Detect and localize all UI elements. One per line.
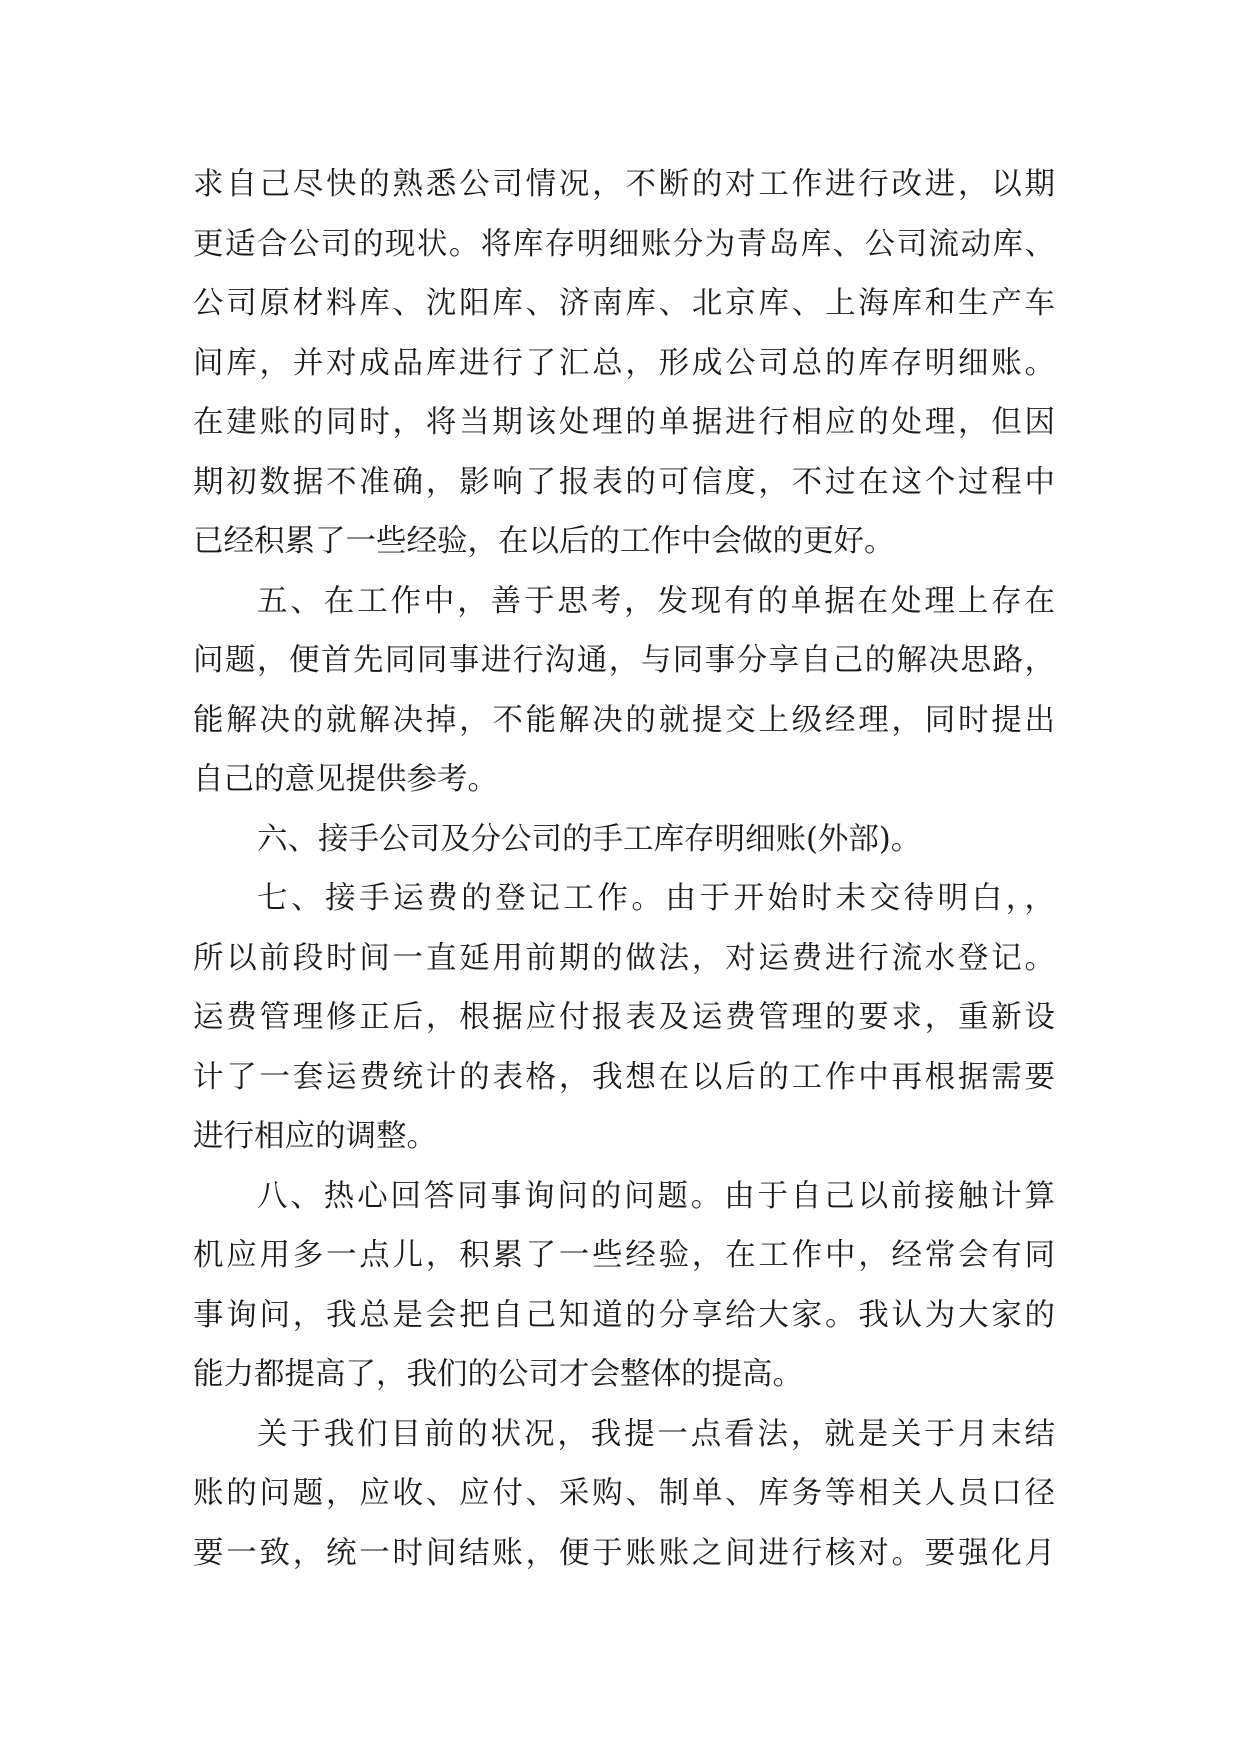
text-line: 计了一套运费统计的表格，我想在以后的工作中再根据需要: [193, 1059, 1055, 1095]
text-line: 运费管理修正后，根据应付报表及运费管理的要求，重新设: [193, 1000, 1055, 1035]
text-line: 求自己尽快的熟悉公司情况，不断的对工作进行改进，以期: [193, 167, 1055, 202]
text-line: 七、接手运费的登记工作。由于开始时未交待明白，，: [257, 881, 1055, 916]
text-line: 五、在工作中，善于思考，发现有的单据在处理上存在: [257, 583, 1055, 619]
text-line: 机应用多一点儿，积累了一些经验，在工作中，经常会有同: [193, 1238, 1055, 1273]
text-line: 进行相应的调整。: [193, 1119, 437, 1154]
text-line: 公司原材料库、沈阳库、济南库、北京库、上海库和生产车: [193, 286, 1055, 321]
text-line: 间库，并对成品库进行了汇总，形成公司总的库存明细账。: [193, 345, 1055, 381]
text-line: 期初数据不准确，影响了报表的可信度，不过在这个过程中: [193, 464, 1055, 500]
text-line: 六、接手公司及分公司的手工库存明细账(外部)。: [257, 821, 922, 857]
text-line: 所以前段时间一直延用前期的做法，对运费进行流水登记。: [193, 940, 1055, 976]
text-line: 要一致，统一时间结账，便于账账之间进行核对。要强化月: [193, 1535, 1055, 1571]
text-line: 关于我们目前的状况，我提一点看法，就是关于月末结: [257, 1416, 1055, 1452]
text-line: 自己的意见提供参考。: [193, 762, 498, 797]
text-line: 事询问，我总是会把自己知道的分享给大家。我认为大家的: [193, 1297, 1055, 1333]
text-line: 更适合公司的现状。将库存明细账分为青岛库、公司流动库、: [193, 226, 1055, 262]
text-line: 在建账的同时，将当期该处理的单据进行相应的处理，但因: [193, 405, 1055, 440]
text-line: 能解决的就解决掉，不能解决的就提交上级经理，同时提出: [193, 702, 1055, 738]
document-body: [193, 155, 1055, 1583]
text-line: 八、热心回答同事询问的问题。由于自己以前接触计算: [257, 1178, 1055, 1214]
text-line: 问题，便首先同同事进行沟通，与同事分享自己的解决思路，: [193, 643, 1055, 678]
text-line: 已经积累了一些经验，在以后的工作中会做的更好。: [193, 524, 895, 559]
text-line: 能力都提高了，我们的公司才会整体的提高。: [193, 1357, 803, 1392]
text-line: 账的问题，应收、应付、采购、制单、库务等相关人员口径: [193, 1476, 1055, 1511]
